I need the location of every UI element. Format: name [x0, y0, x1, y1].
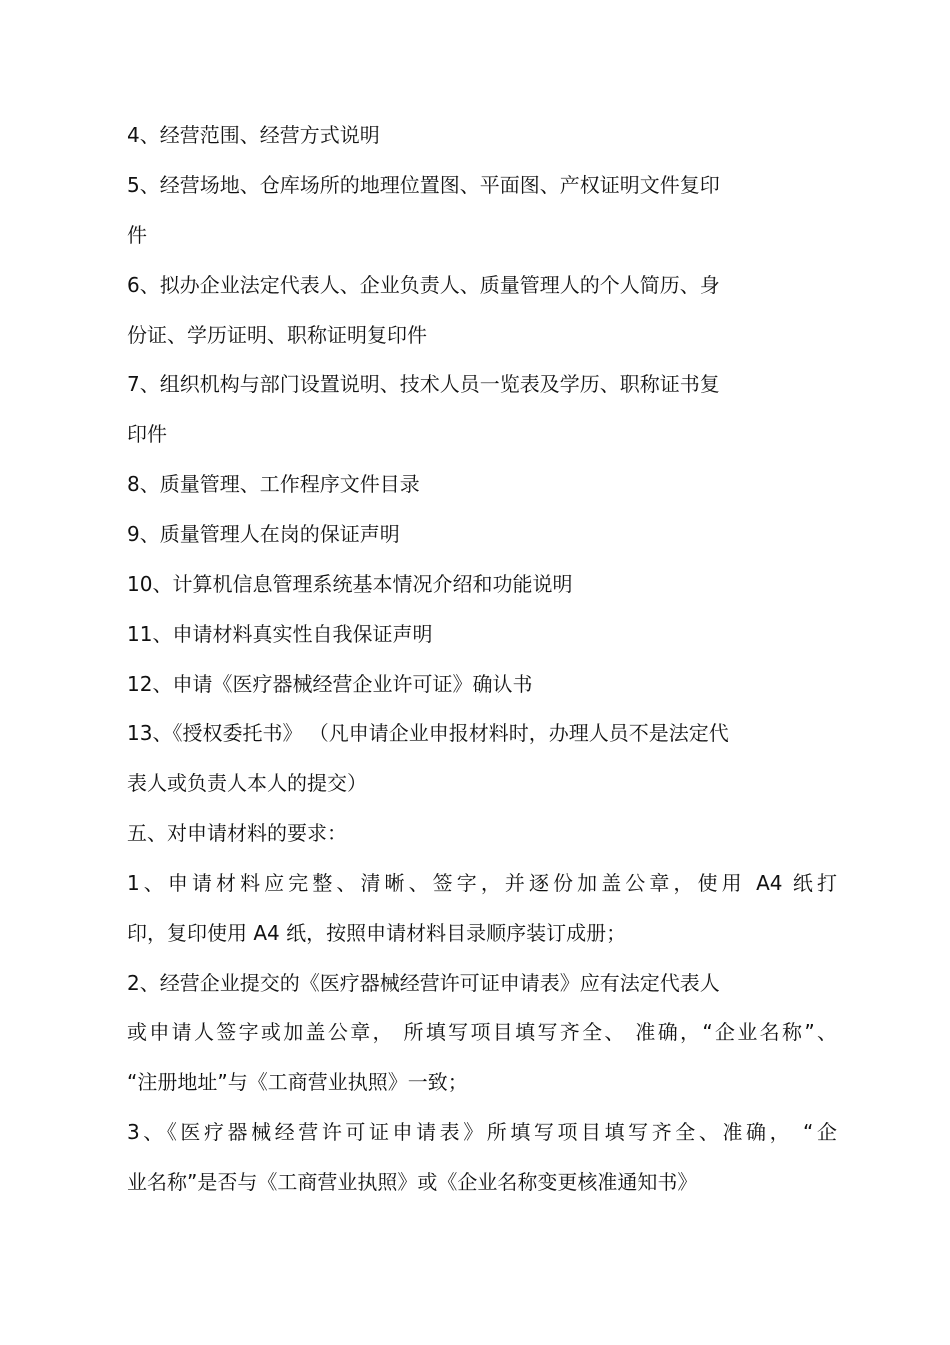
text-line: “注册地址”与《工商营业执照》一致； [127, 1070, 468, 1094]
text-line: 印件 [127, 422, 167, 446]
text-line: 印，复印使用 A4 纸，按照申请材料目录顺序装订成册； [127, 921, 627, 945]
text-line: 或申请人签字或加盖公章， 所填写项目填写齐全、 准确，“企业名称”、 [127, 1020, 837, 1044]
text-line: 4、经营范围、经营方式说明 [127, 123, 380, 147]
text-line: 10、计算机信息管理系统基本情况介绍和功能说明 [127, 572, 573, 596]
text-line: 8、质量管理、工作程序文件目录 [127, 472, 420, 496]
text-line: 1、申请材料应完整、清晰、签字，并逐份加盖公章，使用 A4 纸打 [127, 871, 837, 895]
text-line: 9、质量管理人在岗的保证声明 [127, 522, 400, 546]
text-line: 13、《授权委托书》 （凡申请企业申报材料时，办理人员不是法定代 [127, 721, 729, 745]
text-line: 12、申请《医疗器械经营企业许可证》确认书 [127, 672, 533, 696]
text-line: 3、《医疗器械经营许可证申请表》所填写项目填写齐全、准确， “企 [127, 1120, 837, 1144]
text-line: 7、组织机构与部门设置说明、技术人员一览表及学历、职称证书复 [127, 372, 720, 396]
text-line: 表人或负责人本人的提交） [127, 771, 367, 795]
text-line: 6、拟办企业法定代表人、企业负责人、质量管理人的个人简历、身 [127, 273, 720, 297]
text-line: 2、经营企业提交的《医疗器械经营许可证申请表》应有法定代表人 [127, 971, 720, 995]
text-line: 业名称”是否与《工商营业执照》或《企业名称变更核准通知书》 [127, 1170, 698, 1194]
text-line: 件 [127, 223, 147, 247]
text-line: 11、申请材料真实性自我保证声明 [127, 622, 433, 646]
section-heading: 五、对申请材料的要求： [127, 821, 347, 845]
text-line: 5、经营场地、仓库场所的地理位置图、平面图、产权证明文件复印 [127, 173, 720, 197]
text-line: 份证、学历证明、职称证明复印件 [127, 323, 427, 347]
